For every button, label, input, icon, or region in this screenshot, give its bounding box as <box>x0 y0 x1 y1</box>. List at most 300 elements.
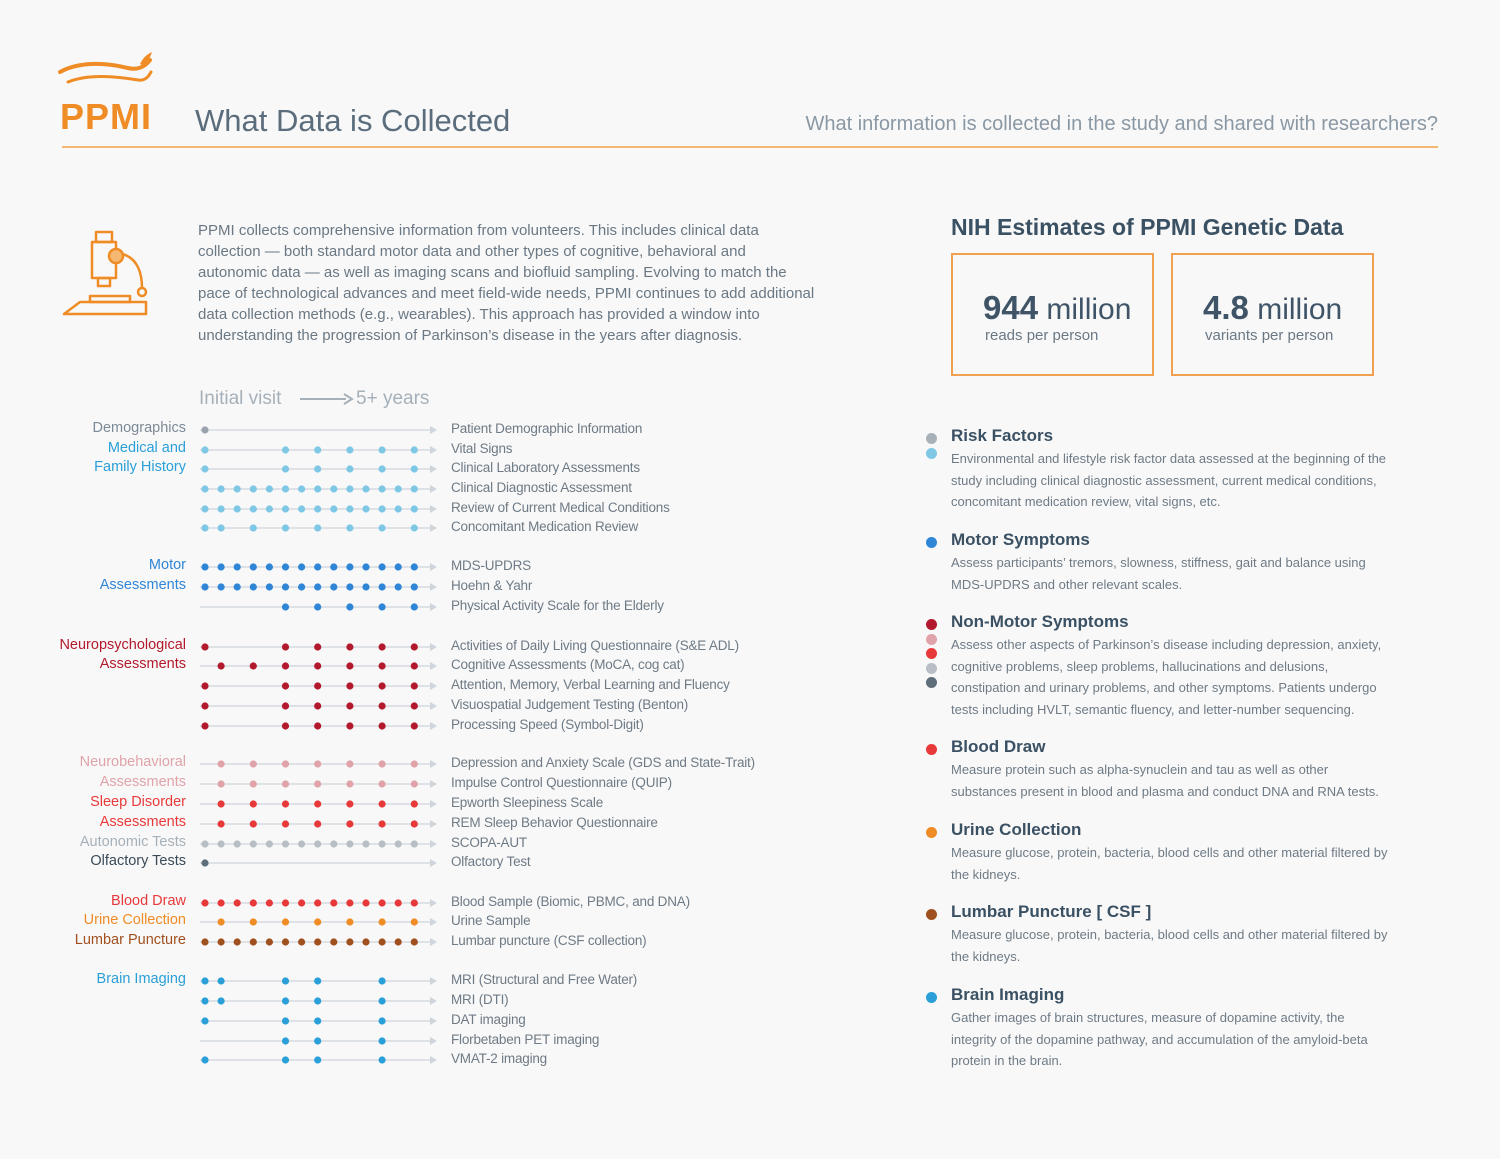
visit-dot <box>411 603 418 610</box>
visit-dot <box>411 505 418 512</box>
timeline-item-label: Patient Demographic Information <box>451 421 643 436</box>
visit-dot <box>330 505 337 512</box>
timeline-item-label: SCOPA-AUT <box>451 835 527 850</box>
visit-dot <box>250 918 257 925</box>
visit-dot <box>346 918 353 925</box>
visit-dot <box>346 702 353 709</box>
track-arrow-icon <box>430 820 437 828</box>
visit-dot <box>362 485 369 492</box>
visit-dot <box>379 563 386 570</box>
legend-dot <box>926 827 937 838</box>
visit-dot <box>314 643 321 650</box>
visit-dot <box>346 524 353 531</box>
visit-dot <box>201 1056 208 1063</box>
visit-dot <box>218 800 225 807</box>
visit-dot <box>379 780 386 787</box>
visit-dot <box>250 899 257 906</box>
timeline-category-label: Assessments <box>99 577 186 593</box>
visit-dot <box>314 780 321 787</box>
visit-dot <box>250 524 257 531</box>
visit-dot <box>218 820 225 827</box>
visit-dot <box>234 583 241 590</box>
intro-paragraph: PPMI collects comprehensive information from volunteers. This includes clinical data collection — both standard motor data and other types of cognitive, behavioral and autonomic data — as well as imaging scans and biofluid sampling. Evolving to match the pace of technological advances and meet field-wide needs, PPMI continues to add additional data collection methods (e.g., wearables). This approach has provided a window into understanding the progression of Parkinson’s disease in the years after diagnosis. <box>198 222 815 344</box>
visit-dot <box>411 446 418 453</box>
visit-dot <box>314 603 321 610</box>
visit-dot <box>218 760 225 767</box>
visit-dot <box>201 563 208 570</box>
visit-dot <box>346 662 353 669</box>
visit-dot <box>282 722 289 729</box>
timeline-category-label: Sleep Disorder <box>90 794 186 810</box>
visit-dot <box>250 583 257 590</box>
visit-dot <box>282 505 289 512</box>
visit-dot <box>330 485 337 492</box>
visit-dot <box>282 603 289 610</box>
visit-dot <box>346 722 353 729</box>
legend-title: Non-Motor Symptoms <box>951 612 1129 631</box>
visit-dot <box>218 485 225 492</box>
visit-dot <box>234 840 241 847</box>
visit-dot <box>282 583 289 590</box>
legend-description: Gather images of brain structures, measure of dopamine activity, the integrity of the dopamine pathway, and accumulation of the amyloid-beta protein in the brain. <box>951 1010 1368 1068</box>
timeline-category-label: Assessments <box>99 656 186 672</box>
track-arrow-icon <box>430 485 437 493</box>
stat-number: 944 <box>983 289 1039 326</box>
legend-dot <box>926 663 937 674</box>
visit-dot <box>218 840 225 847</box>
visit-dot <box>346 780 353 787</box>
visit-dot <box>250 485 257 492</box>
timeline-item-label: Physical Activity Scale for the Elderly <box>451 598 664 613</box>
legend-dot <box>926 677 937 688</box>
legend-description: Assess participants’ tremors, slowness, stiffness, gait and balance using MDS-UPDRS and other relevant scales. <box>951 555 1366 592</box>
visit-dot <box>411 938 418 945</box>
visit-dot <box>298 583 305 590</box>
visit-dot <box>411 702 418 709</box>
timeline-item-label: Clinical Diagnostic Assessment <box>451 480 632 495</box>
timeline-category-label: Medical and <box>107 440 186 456</box>
track-arrow-icon <box>430 1056 437 1064</box>
visit-dot <box>379 465 386 472</box>
timeline-item-label: Clinical Laboratory Assessments <box>451 460 640 475</box>
visit-dot <box>314 662 321 669</box>
visit-dot <box>234 563 241 570</box>
ppmi-logo-text: PPMI <box>60 96 153 137</box>
visit-dot <box>314 899 321 906</box>
visit-dot <box>314 938 321 945</box>
visit-dot <box>346 465 353 472</box>
timeline-item-label: Epworth Sleepiness Scale <box>451 795 604 810</box>
track-arrow-icon <box>430 662 437 670</box>
visit-dot <box>201 702 208 709</box>
legend-dot <box>926 619 937 630</box>
timeline-item-label: REM Sleep Behavior Questionnaire <box>451 815 658 830</box>
track-arrow-icon <box>430 780 437 788</box>
legend-title: Risk Factors <box>951 426 1054 445</box>
track-arrow-icon <box>430 840 437 848</box>
visit-dot <box>250 800 257 807</box>
visit-dot <box>314 1056 321 1063</box>
visit-dot <box>234 505 241 512</box>
visit-dot <box>282 918 289 925</box>
visit-dot <box>250 563 257 570</box>
timeline-item-label: DAT imaging <box>451 1012 526 1027</box>
track-arrow-icon <box>430 563 437 571</box>
visit-dot <box>218 780 225 787</box>
visit-dot <box>379 800 386 807</box>
visit-dot <box>218 918 225 925</box>
visit-dot <box>201 505 208 512</box>
legend-dot <box>926 992 937 1003</box>
timeline-item-label: Blood Sample (Biomic, PBMC, and DNA) <box>451 894 690 909</box>
visit-dot <box>201 465 208 472</box>
legend-dot <box>926 744 937 755</box>
legend-dot <box>926 634 937 645</box>
visit-dot <box>266 583 273 590</box>
visit-dot <box>411 780 418 787</box>
visit-dot <box>298 505 305 512</box>
visit-dot <box>346 760 353 767</box>
visit-dot <box>282 465 289 472</box>
visit-dot <box>411 563 418 570</box>
timeline-category-label: Brain Imaging <box>96 971 186 987</box>
visit-dot <box>330 563 337 570</box>
visit-dot <box>282 1056 289 1063</box>
visit-dot <box>201 426 208 433</box>
stat-box-reads <box>951 253 1154 376</box>
visit-dot <box>314 997 321 1004</box>
visit-dot <box>314 840 321 847</box>
visit-dot <box>379 446 386 453</box>
timeline-item-label: Depression and Anxiety Scale (GDS and State-Trait) <box>451 755 755 770</box>
visit-dot <box>282 800 289 807</box>
visit-dot <box>250 938 257 945</box>
visit-dot <box>314 505 321 512</box>
visit-dot <box>362 840 369 847</box>
track-arrow-icon <box>430 446 437 454</box>
visit-dot <box>379 722 386 729</box>
visit-dot <box>282 840 289 847</box>
visit-dot <box>314 446 321 453</box>
visit-dot <box>411 800 418 807</box>
visit-dot <box>314 465 321 472</box>
visit-dot <box>282 899 289 906</box>
legend-dot <box>926 648 937 659</box>
visit-dot <box>218 997 225 1004</box>
visit-dot <box>411 760 418 767</box>
visit-dot <box>266 505 273 512</box>
timeline-category-label: Lumbar Puncture <box>74 932 186 948</box>
visit-dot <box>362 899 369 906</box>
timeline-item-label: Review of Current Medical Conditions <box>451 500 670 515</box>
visit-dot <box>201 722 208 729</box>
legend-description: Assess other aspects of Parkinson’s disease including depression, anxiety, cognitive problems, sleep problems, hallucinations and delusions, constipation and urinary problems, and other symptoms. Patients undergo tests including HVLT, semantic fluency, and letter-number sequencing. <box>951 637 1382 717</box>
visit-dot <box>379 702 386 709</box>
legend-description: Measure glucose, protein, bacteria, blood cells and other material filtered by the kidneys. <box>951 845 1388 882</box>
visit-dot <box>250 840 257 847</box>
visit-dot <box>282 682 289 689</box>
timeline-item-label: Urine Sample <box>451 913 531 928</box>
track-arrow-icon <box>430 524 437 532</box>
timeline-item-label: Activities of Daily Living Questionnaire (S&E ADL) <box>451 638 739 653</box>
timeline-item-label: Vital Signs <box>451 441 513 456</box>
track-arrow-icon <box>430 603 437 611</box>
visit-dot <box>395 840 402 847</box>
visit-dot <box>218 505 225 512</box>
legend-title: Brain Imaging <box>951 985 1065 1004</box>
timeline-item-label: MRI (DTI) <box>451 992 509 1007</box>
visit-dot <box>250 505 257 512</box>
visit-dot <box>201 643 208 650</box>
visit-dot <box>282 702 289 709</box>
track-arrow-icon <box>430 426 437 434</box>
visit-dot <box>411 583 418 590</box>
visit-dot <box>395 938 402 945</box>
stat-unit: million <box>1046 293 1132 326</box>
track-arrow-icon <box>430 583 437 591</box>
visit-dot <box>282 446 289 453</box>
stat-box-variants <box>1171 253 1374 376</box>
stat-number: 4.8 <box>1203 289 1249 326</box>
visit-dot <box>266 899 273 906</box>
visit-dot <box>346 820 353 827</box>
visit-dot <box>314 583 321 590</box>
visit-dot <box>379 977 386 984</box>
legend-dot <box>926 909 937 920</box>
timeline-item-label: Cognitive Assessments (MoCA, cog cat) <box>451 657 685 672</box>
visit-dot <box>282 780 289 787</box>
visit-dot <box>379 820 386 827</box>
timeline-category-label: Motor <box>148 557 186 573</box>
legend-dot <box>926 433 937 444</box>
visit-dot <box>346 899 353 906</box>
visit-dot <box>250 820 257 827</box>
visit-dot <box>282 1017 289 1024</box>
visit-dot <box>379 1056 386 1063</box>
visit-dot <box>379 603 386 610</box>
timeline-start-label: Initial visit <box>199 388 282 409</box>
visit-dot <box>379 505 386 512</box>
visit-dot <box>201 1017 208 1024</box>
visit-dot <box>201 840 208 847</box>
visit-dot <box>379 938 386 945</box>
timeline-item-label: Attention, Memory, Verbal Learning and Fluency <box>451 677 730 692</box>
visit-dot <box>395 485 402 492</box>
track-arrow-icon <box>430 1017 437 1025</box>
visit-dot <box>346 505 353 512</box>
visit-dot <box>379 997 386 1004</box>
visit-dot <box>314 977 321 984</box>
visit-dot <box>346 643 353 650</box>
track-arrow-icon <box>430 918 437 926</box>
timeline-item-label: Processing Speed (Symbol-Digit) <box>451 717 644 732</box>
visit-dot <box>298 563 305 570</box>
visit-dot <box>282 662 289 669</box>
visit-dot <box>218 524 225 531</box>
visit-dot <box>266 840 273 847</box>
visit-dot <box>314 1017 321 1024</box>
visit-dot <box>379 524 386 531</box>
track-arrow-icon <box>430 977 437 985</box>
visit-dot <box>314 1037 321 1044</box>
track-arrow-icon <box>430 859 437 867</box>
legend-title: Lumbar Puncture [ CSF ] <box>951 902 1152 921</box>
timeline-item-label: MRI (Structural and Free Water) <box>451 972 638 987</box>
visit-dot <box>282 643 289 650</box>
timeline-category-label: Olfactory Tests <box>90 853 186 869</box>
visit-dot <box>346 840 353 847</box>
track-arrow-icon <box>430 800 437 808</box>
visit-dot <box>218 563 225 570</box>
visit-dot <box>411 465 418 472</box>
visit-dot <box>250 780 257 787</box>
visit-dot <box>379 918 386 925</box>
visit-dot <box>201 485 208 492</box>
timeline-category-label: Assessments <box>99 814 186 830</box>
visit-dot <box>379 682 386 689</box>
visit-dot <box>330 583 337 590</box>
track-arrow-icon <box>430 938 437 946</box>
visit-dot <box>201 997 208 1004</box>
visit-dot <box>379 643 386 650</box>
track-arrow-icon <box>430 702 437 710</box>
legend-title: Urine Collection <box>951 820 1082 839</box>
visit-dot <box>282 760 289 767</box>
timeline-item-label: Florbetaben PET imaging <box>451 1032 600 1047</box>
visit-dot <box>395 899 402 906</box>
visit-dot <box>411 524 418 531</box>
timeline-item-label: Concomitant Medication Review <box>451 519 639 534</box>
visit-dot <box>201 938 208 945</box>
timeline-item-label: Olfactory Test <box>451 854 531 869</box>
visit-dot <box>218 899 225 906</box>
visit-dot <box>411 918 418 925</box>
track-arrow-icon <box>430 1037 437 1045</box>
legend-dot <box>926 537 937 548</box>
timeline-item-label: Impulse Control Questionnaire (QUIP) <box>451 775 672 790</box>
timeline-category-label: Demographics <box>92 420 186 436</box>
visit-dot <box>282 997 289 1004</box>
track-arrow-icon <box>430 643 437 651</box>
visit-dot <box>379 1037 386 1044</box>
timeline-item-label: VMAT-2 imaging <box>451 1051 547 1066</box>
visit-dot <box>218 938 225 945</box>
visit-dot <box>218 662 225 669</box>
visit-dot <box>379 662 386 669</box>
visit-dot <box>314 524 321 531</box>
legend-title: Blood Draw <box>951 737 1046 756</box>
visit-dot <box>250 760 257 767</box>
legend-dot <box>926 448 937 459</box>
visit-dot <box>282 977 289 984</box>
timeline-category-label: Urine Collection <box>83 912 186 928</box>
visit-dot <box>330 899 337 906</box>
visit-dot <box>411 662 418 669</box>
page-question: What information is collected in the study and shared with researchers? <box>805 113 1438 135</box>
visit-dot <box>314 820 321 827</box>
track-arrow-icon <box>430 682 437 690</box>
visit-dot <box>411 820 418 827</box>
legend-title: Motor Symptoms <box>951 530 1090 549</box>
visit-dot <box>362 563 369 570</box>
visit-dot <box>314 722 321 729</box>
visit-dot <box>395 583 402 590</box>
visit-dot <box>266 563 273 570</box>
visit-dot <box>395 505 402 512</box>
visit-dot <box>298 485 305 492</box>
legend-description: Environmental and lifestyle risk factor data assessed at the beginning of the study including clinical diagnostic assessment, current medical conditions, concomitant medication review, vital signs, etc. <box>951 451 1387 509</box>
visit-dot <box>314 760 321 767</box>
visit-dot <box>330 938 337 945</box>
timeline-category-label: Neurobehavioral <box>79 754 186 770</box>
track-arrow-icon <box>430 722 437 730</box>
visit-dot <box>218 977 225 984</box>
visit-dot <box>250 662 257 669</box>
track-arrow-icon <box>430 760 437 768</box>
visit-dot <box>362 583 369 590</box>
visit-dot <box>362 938 369 945</box>
visit-dot <box>346 563 353 570</box>
visit-dot <box>282 1037 289 1044</box>
visit-dot <box>411 643 418 650</box>
timeline-category-label: Autonomic Tests <box>79 834 186 850</box>
visit-dot <box>346 938 353 945</box>
visit-dot <box>282 820 289 827</box>
visit-dot <box>234 938 241 945</box>
visit-dot <box>346 682 353 689</box>
page-title: What Data is Collected <box>195 103 511 138</box>
visit-dot <box>346 485 353 492</box>
visit-dot <box>201 859 208 866</box>
visit-dot <box>411 899 418 906</box>
visit-dot <box>266 485 273 492</box>
visit-dot <box>346 583 353 590</box>
visit-dot <box>314 918 321 925</box>
visit-dot <box>298 899 305 906</box>
visit-dot <box>314 682 321 689</box>
legend-description: Measure protein such as alpha-synuclein and tau as well as other substances present in blood and plasma and conduct DNA and RNA tests. <box>951 762 1379 799</box>
visit-dot <box>330 840 337 847</box>
visit-dot <box>234 485 241 492</box>
visit-dot <box>266 938 273 945</box>
visit-dot <box>201 682 208 689</box>
timeline-item-label: Visuospatial Judgement Testing (Benton) <box>451 697 689 712</box>
timeline-item-label: Lumbar puncture (CSF collection) <box>451 933 647 948</box>
visit-dot <box>282 485 289 492</box>
track-arrow-icon <box>430 465 437 473</box>
timeline-end-label: 5+ years <box>356 388 430 409</box>
visit-dot <box>298 840 305 847</box>
visit-dot <box>298 938 305 945</box>
visit-dot <box>346 446 353 453</box>
track-arrow-icon <box>430 997 437 1005</box>
nih-estimates-title: NIH Estimates of PPMI Genetic Data <box>951 214 1344 240</box>
visit-dot <box>395 563 402 570</box>
visit-dot <box>411 840 418 847</box>
visit-dot <box>201 583 208 590</box>
track-arrow-icon <box>430 899 437 907</box>
visit-dot <box>379 899 386 906</box>
visit-dot <box>411 485 418 492</box>
visit-dot <box>218 583 225 590</box>
visit-dot <box>282 563 289 570</box>
visit-dot <box>362 505 369 512</box>
visit-dot <box>314 485 321 492</box>
visit-dot <box>314 800 321 807</box>
visit-dot <box>379 485 386 492</box>
stat-unit: million <box>1257 293 1343 326</box>
visit-dot <box>379 840 386 847</box>
